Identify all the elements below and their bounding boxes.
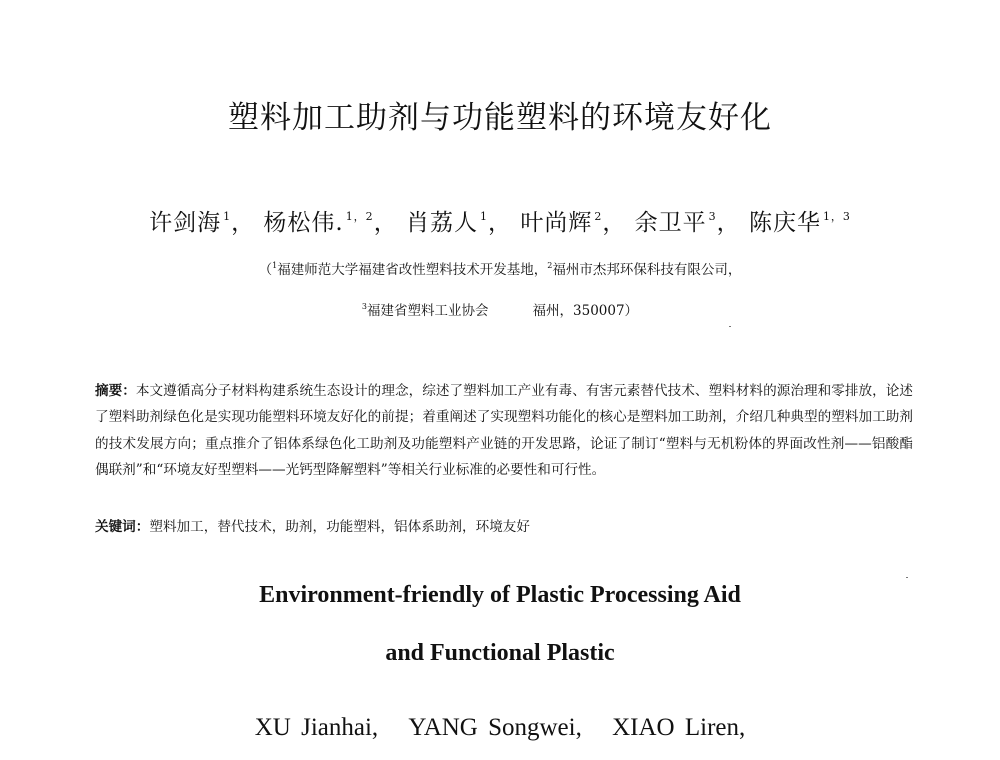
author-cn: 杨松伟. $^{1,2}$， <box>263 210 398 236</box>
author-cn: 陈庆华 $^{1,3}$ <box>748 210 851 236</box>
chinese-author-list <box>0 204 1000 237</box>
abstract-label: 摘要： <box>95 383 136 399</box>
author-cn: 许剑海 $^1$， <box>149 210 256 236</box>
affiliation-1: 福建师范大学福建省改性塑料技术开发基地， <box>277 262 548 278</box>
author-cn: 肖荔人 $^1$， <box>406 210 512 236</box>
affiliation-city: 福州，350007） <box>532 303 639 319</box>
keywords-label: 关键词： <box>95 519 150 535</box>
affiliation-line-1: （$^1$福建师范大学福建省改性塑料技术开发基地，$^2$福州市杰邦环保科技有限公司， <box>258 261 742 278</box>
author-en: XU Jianhai, <box>254 714 379 741</box>
keywords-text: 塑料加工，替代技术，助剂，功能塑料，铝体系助剂，环境友好 <box>149 519 530 535</box>
scan-speck <box>906 577 908 578</box>
abstract-text: 本文遵循高分子材料构建系统生态设计的理念，综述了塑料加工产业有毒、有害元素替代技术、塑料材料的源治理和零排放，论述了塑料助剂绿色化是实现功能塑料环境友好化的前提；着重阐述了实现塑料功能化的核心是塑料加工助剂，介绍几种典型的塑料加工助剂的技术发展方向；重点推介了铝体系绿色化工助剂及功能塑料产业链的开发思路，论证了制订“塑料与无机粉体的界面改性剂——铝酸酯偶联剂”和“环境友好型塑料——光钙型降解塑料”等相关行业标准的必要性和可行性。 <box>95 383 913 479</box>
affiliation-3: 福建省塑料工业协会 <box>367 303 489 319</box>
abstract <box>95 378 913 484</box>
author-en: YANG Songwei, <box>408 714 582 741</box>
affiliation-line-2: $^3$福建省塑料工业协会 福州，350007） <box>361 302 639 319</box>
scan-speck <box>729 326 731 327</box>
english-title-line-2: and Functional Plastic <box>385 640 615 666</box>
affiliation-2: 福州市杰邦环保科技有限公司， <box>552 262 742 278</box>
chinese-title: 塑料加工助剂与功能塑料的环境友好化 <box>228 100 772 136</box>
author-cn: 叶尚辉 $^2$， <box>520 210 627 236</box>
english-author-list <box>0 714 1000 742</box>
author-cn: 余卫平 $^3$， <box>634 210 741 236</box>
keywords <box>95 514 913 540</box>
english-title-line-1: Environment-friendly of Plastic Processing Aid <box>259 582 741 608</box>
author-en: XIAO Liren, <box>612 714 746 741</box>
